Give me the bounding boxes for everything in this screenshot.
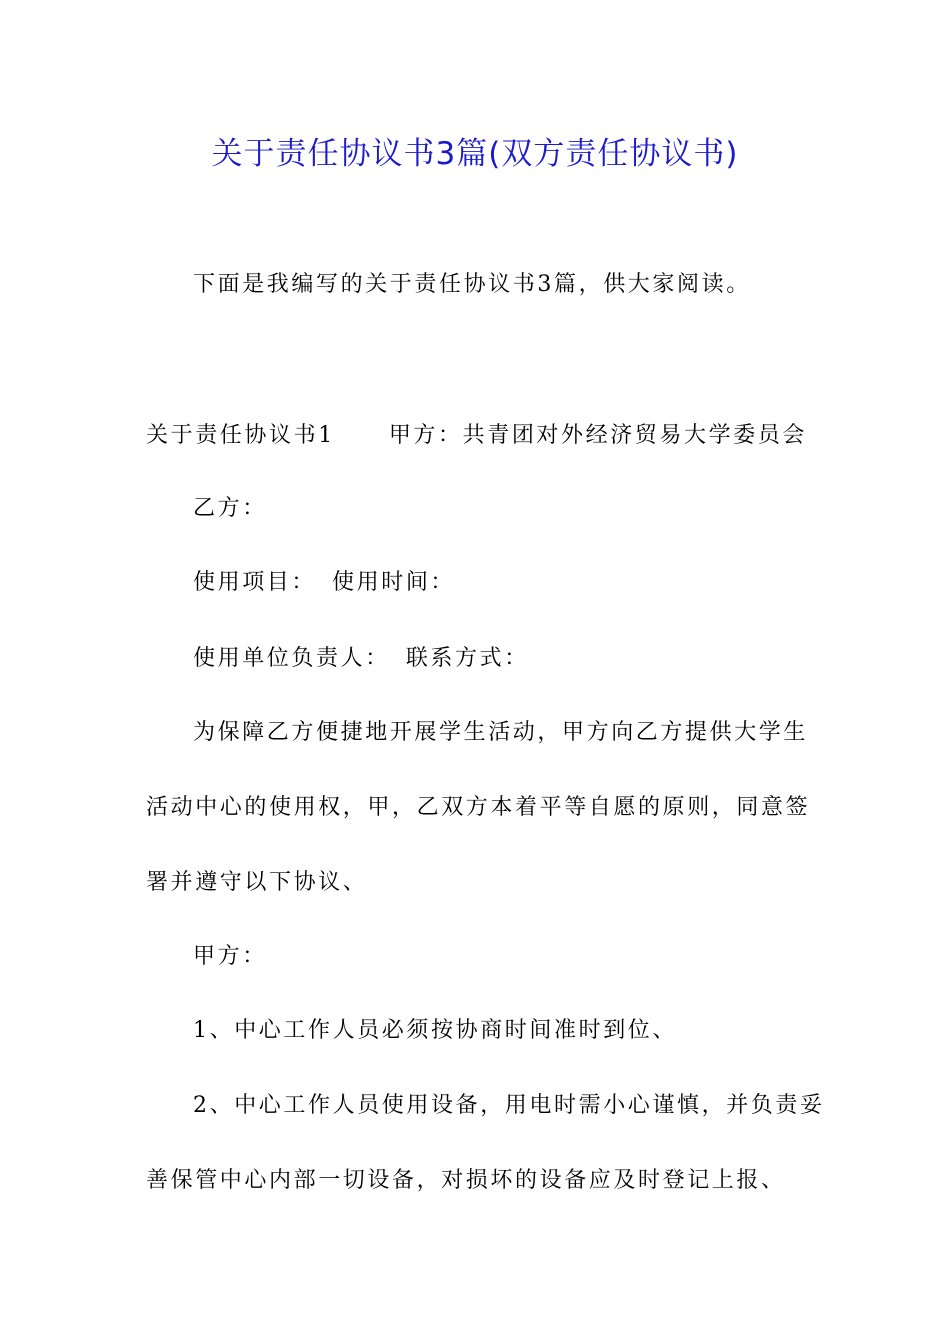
paragraph-line: 活动中心的使用权，甲，乙双方本着平等自愿的原则，同意签 (146, 795, 811, 820)
party-a-line: 甲方：共青团对外经济贸易大学委员会 (388, 423, 808, 448)
responsible-person-label: 使用单位负责人： (193, 646, 390, 671)
list-item: 2、中心工作人员使用设备，用电时需小心谨慎，并负责妥 (193, 1093, 825, 1118)
section-heading: 关于责任协议书1 (146, 423, 335, 448)
section-line (146, 421, 807, 451)
responsible-line (193, 644, 529, 674)
list-item-continuation: 善保管中心内部一切设备，对损坏的设备应及时登记上报、 (146, 1168, 786, 1193)
party-a-label: 甲方： (193, 944, 267, 969)
contact-label: 联系方式： (405, 646, 529, 671)
paragraph-line: 署并遵守以下协议、 (146, 870, 368, 895)
usage-item-label: 使用项目： (193, 570, 317, 595)
document-title: 关于责任协议书3篇(双方责任协议书) (211, 136, 739, 172)
intro-text: 下面是我编写的关于责任协议书3篇，供大家阅读。 (193, 272, 751, 297)
paragraph-line: 为保障乙方便捷地开展学生活动，甲方向乙方提供大学生 (193, 720, 809, 745)
usage-line (193, 568, 455, 598)
list-item: 1、中心工作人员必须按协商时间准时到位、 (193, 1018, 677, 1043)
usage-time-label: 使用时间： (332, 570, 456, 595)
party-b-line: 乙方： (193, 496, 267, 521)
